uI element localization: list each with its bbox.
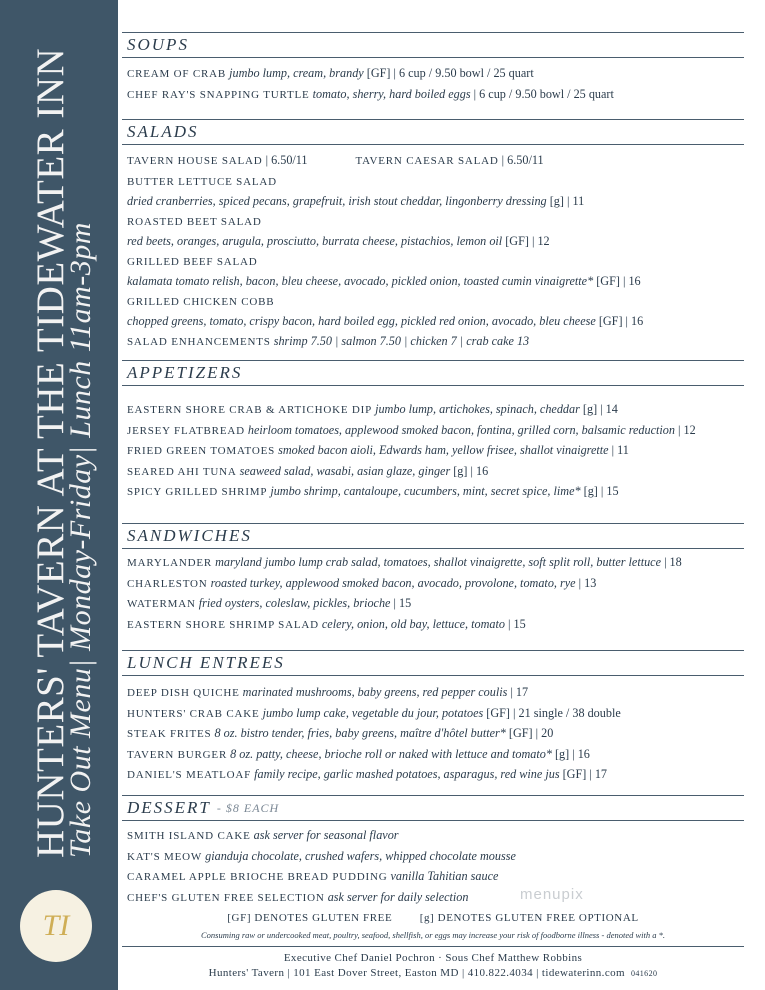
section-header xyxy=(122,360,744,386)
item-price: [GF] | 17 xyxy=(559,767,608,781)
item-price: [g] | 15 xyxy=(580,484,619,498)
item-price: | 6 cup / 9.50 bowl / 25 quart xyxy=(470,86,614,101)
item-price: [GF] | 20 xyxy=(505,726,554,740)
item-name: CHEF RAY'S SNAPPING TURTLE xyxy=(127,88,310,101)
sidebar-banner xyxy=(0,0,118,990)
menu-item xyxy=(127,765,744,786)
item-name: GRILLED BEEF SALAD xyxy=(127,255,258,268)
item-price: | 6.50/11 xyxy=(262,153,308,167)
menu-item xyxy=(127,594,744,615)
item-description: jumbo lump, artichokes, spinach, cheddar xyxy=(375,402,580,416)
section-appetizers xyxy=(122,360,744,503)
salad-items xyxy=(127,172,744,353)
item-list xyxy=(122,58,744,105)
item-description: heirloom tomatoes, applewood smoked bacon, fontina, grilled corn, balsamic reduction xyxy=(247,422,675,437)
menu-item xyxy=(127,272,744,292)
item-description: smoked bacon aioli, Edwards ham, yellow frisee, shallot vinaigrette xyxy=(278,443,609,457)
item-description: fried oysters, coleslaw, pickles, brioche xyxy=(198,596,391,610)
menu-item xyxy=(127,826,744,847)
item-name: CREAM OF CRAB xyxy=(127,68,227,80)
item-name: STEAK FRITES xyxy=(127,728,212,740)
menu-item xyxy=(127,332,744,353)
restaurant-title: HUNTERS' TAVERN AT THE TIDEWATER INN xyxy=(29,47,72,858)
menu-item xyxy=(127,724,744,745)
item-name: SEARED AHI TUNA xyxy=(127,465,237,478)
item-price: | 15 xyxy=(505,616,526,631)
section-header xyxy=(122,523,744,549)
item-name: SPICY GRILLED SHRIMP xyxy=(127,486,268,498)
section-salads xyxy=(122,119,744,352)
item-description: seaweed salad, wasabi, asian glaze, ginger xyxy=(239,463,451,478)
item-name: JERSEY FLATBREAD xyxy=(127,424,245,437)
section-sandwiches xyxy=(122,523,744,635)
menu-item xyxy=(127,704,744,725)
item-description: shrimp 7.50 | salmon 7.50 | chicken 7 | crab cake 13 xyxy=(273,333,530,348)
item-name: FRIED GREEN TOMATOES xyxy=(127,445,276,457)
item-description: dried cranberries, spiced pecans, grapefruit, irish stout cheddar, lingonberry dressing xyxy=(127,194,547,208)
section-entrees xyxy=(122,650,744,786)
item-list xyxy=(122,386,744,503)
item-name: DEEP DISH QUICHE xyxy=(127,687,240,699)
item-name: BUTTER LETTUCE SALAD xyxy=(127,175,277,188)
item-price: [GF] | 21 single / 38 double xyxy=(483,705,621,720)
menu-item xyxy=(127,888,744,909)
item-price: | 12 xyxy=(674,422,696,437)
item-name: CHARLESTON xyxy=(127,577,208,590)
section-title: SALADS xyxy=(127,122,199,141)
menu-item xyxy=(127,867,744,888)
item-description: gianduja chocolate, crushed wafers, whipped chocolate mousse xyxy=(205,848,516,863)
section-soups xyxy=(122,32,744,105)
item-price: | 17 xyxy=(507,685,529,699)
item-description: 8 oz. patty, cheese, brioche roll or naked with lettuce and tomato* xyxy=(230,746,552,761)
item-name: DANIEL'S MEATLOAF xyxy=(127,769,252,781)
item-name: EASTERN SHORE CRAB & ARTICHOKE DIP xyxy=(127,404,373,416)
item-name: GRILLED CHICKEN COBB xyxy=(127,295,275,308)
menu-item xyxy=(127,85,744,106)
chef-credits: Executive Chef Daniel Pochron · Sous Chef Matthew Robbins xyxy=(283,952,583,964)
address: Hunters' Tavern | 101 East Dover Street, Easton MD | 410.822.4034 | tidewaterinn.com xyxy=(208,967,625,979)
menu-item-pair xyxy=(127,151,744,172)
item-description: 8 oz. bistro tender, fries, baby greens, maître d'hôtel butter* xyxy=(214,726,506,740)
item-name: WATERMAN xyxy=(127,598,196,610)
item-list xyxy=(122,549,744,635)
watermark: menupix xyxy=(520,886,584,903)
menu-item xyxy=(127,400,744,421)
menu-item xyxy=(127,292,744,313)
item-price: [GF] | 12 xyxy=(502,234,550,248)
menu-item xyxy=(127,64,744,85)
item-list xyxy=(122,821,744,908)
item-price: [g] | 11 xyxy=(546,194,585,208)
item-description: jumbo shrimp, cantaloupe, cucumbers, mint, secret spice, lime* xyxy=(270,484,581,498)
item-list xyxy=(122,145,744,352)
item-description: jumbo lump cake, vegetable du jour, potatoes xyxy=(262,705,484,720)
item-description: maryland jumbo lump crab salad, tomatoes, shallot vinaigrette, soft split roll, butter lettuce xyxy=(215,555,662,569)
menu-code: 041620 xyxy=(630,969,658,978)
section-title: LUNCH ENTREES xyxy=(127,653,285,672)
disclaimer: Consuming raw or undercooked meat, poultry, seafood, shellfish, or eggs may increase your risk of foodborne illness - denoted with a *. xyxy=(201,930,665,940)
item-price: | 13 xyxy=(575,575,597,590)
footer xyxy=(122,912,744,979)
item-description: kalamata tomato relish, bacon, bleu cheese, avocado, pickled onion, toasted cumin vinaigrette* xyxy=(127,274,594,288)
section-dessert xyxy=(122,795,744,908)
menu-item xyxy=(127,232,744,252)
menu-item xyxy=(127,553,744,574)
item-description: red beets, oranges, arugula, prosciutto, burrata cheese, pistachios, lemon oil xyxy=(127,234,503,248)
item-description: celery, onion, old bay, lettuce, tomato xyxy=(321,616,505,631)
menu-item xyxy=(127,482,744,503)
item-price: [GF] | 16 xyxy=(593,274,641,288)
menu-item xyxy=(127,745,744,766)
item-price: [GF] | 6 cup / 9.50 bowl / 25 quart xyxy=(363,66,534,80)
item-description: ask server for seasonal flavor xyxy=(253,828,399,842)
item-list xyxy=(122,676,744,786)
item-price: | 15 xyxy=(390,596,412,610)
gf-note: [GF] DENOTES GLUTEN FREE xyxy=(227,912,393,924)
item-description: family recipe, garlic mashed potatoes, asparagus, red wine jus xyxy=(254,767,560,781)
section-subtitle: - $8 EACH xyxy=(216,800,280,815)
item-description: jumbo lump, cream, brandy xyxy=(229,66,364,80)
menu-item xyxy=(127,847,744,868)
section-title: SOUPS xyxy=(127,35,189,54)
item-price: [g] | 16 xyxy=(551,746,590,761)
item-description: ask server for daily selection xyxy=(327,889,469,904)
item-name: SALAD ENHANCEMENTS xyxy=(127,335,271,348)
item-price: | 11 xyxy=(608,443,629,457)
item-price: [g] | 14 xyxy=(579,402,618,416)
item-name: EASTERN SHORE SHRIMP SALAD xyxy=(127,618,319,631)
item-price: [GF] | 16 xyxy=(595,314,644,328)
item-name: CHEF'S GLUTEN FREE SELECTION xyxy=(127,891,325,904)
logo-monogram: TI xyxy=(20,890,92,962)
menu-item xyxy=(127,172,744,193)
item-name: KAT'S MEOW xyxy=(127,850,203,863)
section-header xyxy=(122,650,744,676)
gluten-notes xyxy=(122,912,744,928)
section-header xyxy=(122,795,744,821)
item-name: SMITH ISLAND CAKE xyxy=(127,830,251,842)
item-name: HUNTERS' CRAB CAKE xyxy=(127,707,260,720)
item-name: TAVERN BURGER xyxy=(127,748,228,761)
menu-item xyxy=(127,441,744,462)
divider xyxy=(122,946,744,947)
menu-item xyxy=(127,462,744,483)
item-name: MARYLANDER xyxy=(127,557,213,569)
menu-item xyxy=(127,212,744,233)
section-title: DESSERT xyxy=(127,798,211,817)
item-description: vanilla Tahitian sauce xyxy=(390,869,499,883)
item-price: | 18 xyxy=(661,555,682,569)
menu-item xyxy=(127,421,744,442)
item-name: ROASTED BEET SALAD xyxy=(127,215,262,228)
section-title: SANDWICHES xyxy=(127,526,252,545)
item-name: CARAMEL APPLE BRIOCHE BREAD PUDDING xyxy=(127,871,388,883)
menu-subtitle: Take Out Menu| Monday-Friday| Lunch 11am-3pm xyxy=(64,222,97,858)
menu-item xyxy=(127,574,744,595)
item-description: marinated mushrooms, baby greens, red pepper coulis xyxy=(242,685,508,699)
item-price: [g] | 16 xyxy=(450,463,489,478)
g-note: [g] DENOTES GLUTEN FREE OPTIONAL xyxy=(419,912,639,924)
section-header xyxy=(122,32,744,58)
item-name: TAVERN HOUSE SALAD xyxy=(127,155,263,167)
section-header xyxy=(122,119,744,145)
item-description: chopped greens, tomato, crispy bacon, hard boiled egg, pickled red onion, avocado, bleu cheese xyxy=(127,314,596,328)
address-line xyxy=(122,967,744,979)
section-title: APPETIZERS xyxy=(127,363,243,382)
item-description: roasted turkey, applewood smoked bacon, avocado, provolone, tomato, rye xyxy=(210,575,576,590)
menu-item xyxy=(127,615,744,636)
menu-item xyxy=(127,252,744,273)
menu-item xyxy=(127,683,744,704)
menu-item xyxy=(127,312,744,332)
item-price: | 6.50/11 xyxy=(498,153,544,167)
item-name: TAVERN CAESAR SALAD xyxy=(355,155,499,167)
menu-item xyxy=(127,192,744,212)
item-description: tomato, sherry, hard boiled eggs xyxy=(312,86,471,101)
